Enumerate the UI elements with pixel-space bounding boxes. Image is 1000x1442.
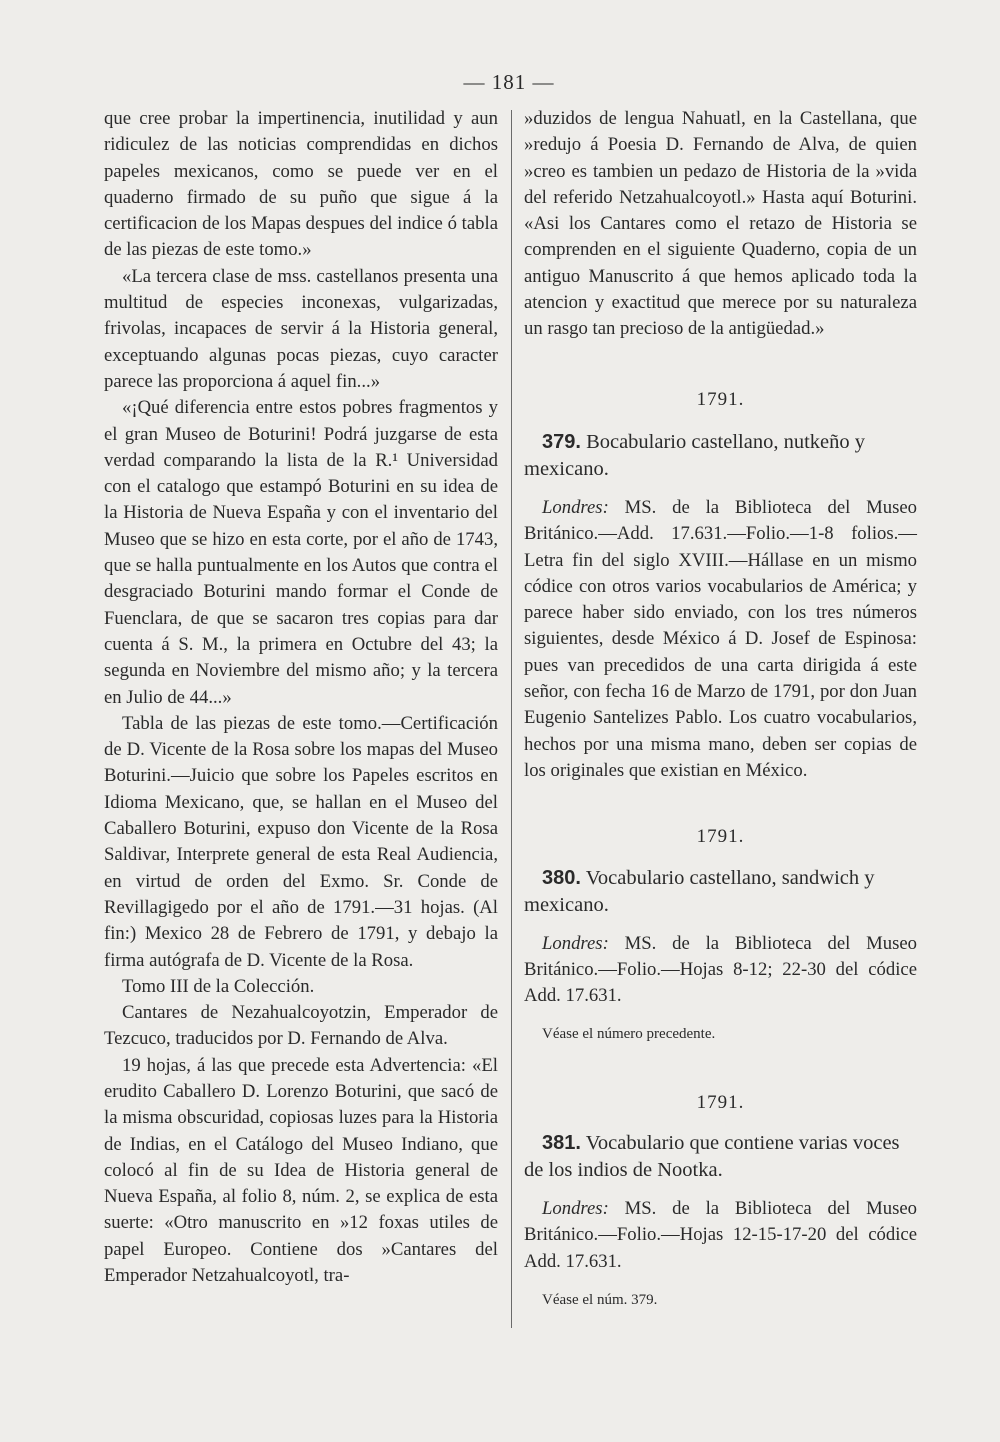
entry-year: 1791. xyxy=(696,1091,745,1113)
entry-title: Vocabulario que contiene varias voces de los indios de Nootka. xyxy=(524,1132,900,1182)
paragraph: Cantares de Nezahualcoyotzin, Emperador de Tezcuco, traducidos por D. Fernando de Alva. xyxy=(104,1002,498,1050)
entry-number: 379. xyxy=(542,430,581,453)
paragraph: 19 hojas, á las que precede esta Advertencia: «El erudito Caballero D. Lorenzo Boturini, que sacó de la misma obscuridad, copiosas luzes para la Historia de Indias, en el Catálogo del Museo Indiano, que colocó al fin de su Idea de Historia general de Nueva España, al folio 8, núm. 2, se explica de esta suerte: «Otro manuscrito en »12 foxas utiles de papel Europeo. Contiene dos »Cantares del Emperador Netzahualcoyotl, tra- xyxy=(104,1054,498,1287)
entry-place: Londres: xyxy=(542,496,609,518)
entry-body xyxy=(524,495,917,784)
entry-body xyxy=(524,1196,917,1275)
entry-title: Vocabulario castellano, sandwich y mexicano. xyxy=(524,866,875,916)
entry-number: 381. xyxy=(542,1132,581,1155)
entry-number: 380. xyxy=(542,866,581,889)
paragraph: que cree probar la impertinencia, inutilidad y aun ridiculez de las noticias comprendidas en dichos papeles mexicanos, como se puede ver en el quaderno firmado de su puño que sigue á la certificacion de los Mapas despues del indice ó tabla de las piezas de este tomo.» xyxy=(104,108,498,261)
paragraph: Tomo III de la Colección. xyxy=(122,975,315,997)
entry-text: MS. de la Biblioteca del Museo Británico.—Folio.—Hojas 8-12; 22-30 del códice Add. 17.631. xyxy=(524,932,918,1007)
paragraph: »duzidos de lengua Nahuatl, en la Castellana, que »redujo á Poesia D. Fernando de Alva, de quien »creo es tambien un pedazo de Historia de la »vida del referido Netzahualcoyotl.» Hasta aquí Boturini. «Asi los Cantares como el retazo de Historia se comprenden en el siguiente Quaderno, copia de un antiguo Manuscrito á que hemos aplicado toda la atencion y exactitud que merece por su naturaleza un rasgo tan precioso de la antigüedad.» xyxy=(524,108,917,340)
entry-text: MS. de la Biblioteca del Museo Británico.—Add. 17.631.—Folio.—1-8 folios.—Letra fin del siglo XVIII.—Hállase en un mismo códice con otros varios vocabularios de América; y parece haber sido enviado, con los tres números siguientes, desde México á D. Josef de Espinosa: pues van precedidos de una carta dirigida á este señor, con fecha 16 de Marzo de 1791, por don Juan Eugenio Santelizes Pablo. Los cuatro vocabularios, hechos por una misma mano, deben ser copias de los originales que existian en México. xyxy=(524,496,918,781)
entry-heading xyxy=(524,429,917,483)
paragraph: «¡Qué diferencia entre estos pobres fragmentos y el gran Museo de Boturini! Podrá juzgarse de esta verdad comparando la lista de la R.¹ Universidad con el catalogo que estampó Boturini en su idea de la Historia de Nueva España y con el inventario del Museo que se hizo en esta corte, por el año de 1743, que se halla puntualmente en los Autos que contra el desgraciado Boturini mando formar el Conde de Fuenclara, de que se sacaron tres copias para dar cuenta á S. M., la primera en Octubre del 43; la segunda en Noviembre del mismo año; y la tercera en Julio de 44...» xyxy=(104,397,498,708)
entry-heading xyxy=(524,865,917,919)
paragraph: «La tercera clase de mss. castellanos presenta una multitud de especies inconexas, vulgarizadas, frivolas, incapaces de servir á la Historia general, exceptuando algunas pocas piezas, cuyo caracter parece las proporciona á aquel fin...» xyxy=(104,265,498,392)
entry-place: Londres: xyxy=(542,1198,609,1220)
entry-place: Londres: xyxy=(542,932,609,954)
left-column xyxy=(104,106,498,1289)
entry-note: Véase el número precedente. xyxy=(542,1026,716,1043)
entry-text: MS. de la Biblioteca del Museo Británico.—Folio.—Hojas 12-15-17-20 del códice Add. 17.631. xyxy=(524,1198,918,1272)
entry-body xyxy=(524,931,917,1010)
right-column xyxy=(524,106,917,1313)
entry-year: 1791. xyxy=(696,388,745,410)
column-divider xyxy=(511,110,512,1328)
entry-heading xyxy=(524,1130,917,1184)
entry-year: 1791. xyxy=(696,826,745,848)
entry-title: Bocabulario castellano, nutkeño y mexicano. xyxy=(524,430,866,480)
entry-note: Véase el núm. 379. xyxy=(542,1291,658,1308)
page-number: — 181 — xyxy=(463,70,555,94)
paragraph: Tabla de las piezas de este tomo.—Certificación de D. Vicente de la Rosa sobre los mapas del Museo Boturini.—Juicio que sobre los Papeles escritos en Idioma Mexicano, que, se hallan en el Museo del Caballero Boturini, expuso don Vicente de la Rosa Saldivar, Interprete general de esta Real Audiencia, en virtud de orden del Exmo. Sr. Conde de Revillagigedo por el año de 1791.—31 hojas. (Al fin:) Mexico 28 de Febrero de 1791, y debajo la firma autógrafa de D. Vicente de la Rosa. xyxy=(104,712,498,971)
